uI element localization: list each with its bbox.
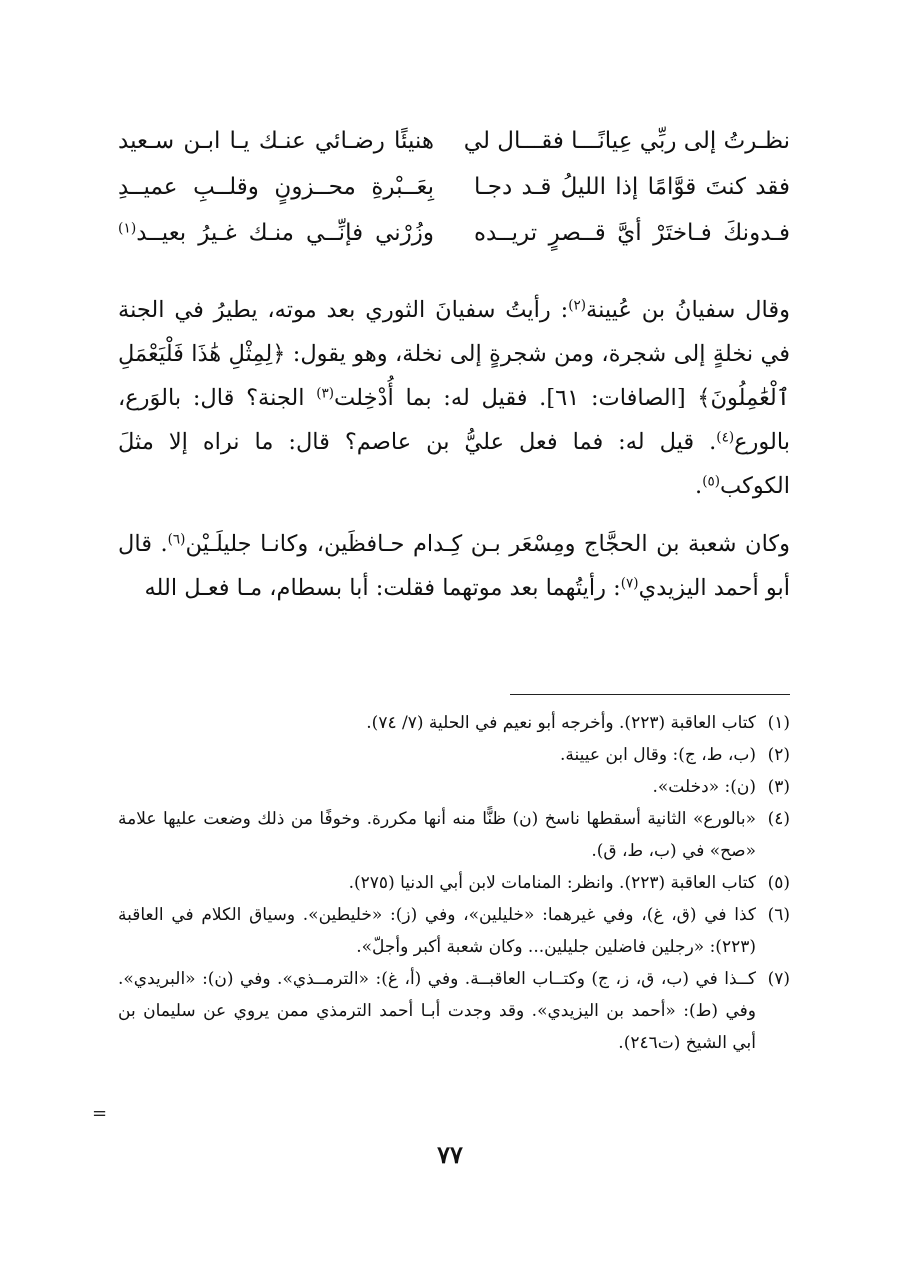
text-run: . قال أبو أحمد اليزيدي <box>118 531 790 601</box>
footnote-item <box>118 739 790 771</box>
footnote-item <box>118 803 790 867</box>
footnote-item <box>118 707 790 739</box>
poem-block <box>118 118 790 256</box>
text-run: . <box>695 473 703 499</box>
footnote-number: (٤) <box>767 809 790 829</box>
verse-second-hemistich: بِعَــبْرةِ محــزونٍ وقلــبِ عميــدِ <box>118 174 434 200</box>
footnote-ref: (٢) <box>568 297 587 314</box>
footnote-item <box>118 867 790 899</box>
footnote-item <box>118 771 790 803</box>
footnote-text: (ب، ط، ج): وقال ابن عيينة. <box>560 745 756 765</box>
text-run: الجنة؟ قال: بالوَرع، بالورع <box>118 385 790 455</box>
footnote-number: (١) <box>767 713 790 733</box>
text-run: وقال سفيانُ بن عُيينة <box>586 297 790 323</box>
footnote-text: كــذا في (ب، ق، ز، ج) وكتــاب العاقبــة. وفي (أ، غ): «الترمــذي». وفي (ن): «البريدي». وفي (ط): «أحمد بن اليزيدي». وقد وجدت أبـا أحمد الترمذي ممن يروي عن سليمان بن أبي الشيخ (ت٢٤٦). <box>118 969 756 1053</box>
footnote-number: (٢) <box>767 745 790 765</box>
verse-second-hemistich: هنيئًا رضـائي عنـك يـا ابـن سـعيد <box>118 128 434 154</box>
footnote-text: (ن): «دخلت». <box>652 777 756 797</box>
footnote-ref: (١) <box>118 220 137 237</box>
poem-verse <box>118 210 790 256</box>
text-run: . قيل له: فما فعل عليُّ بن عاصم؟ قال: ما نراه إلا مثلَ الكوكب <box>118 429 790 499</box>
poem-verse <box>118 118 790 164</box>
footnote-number: (٣) <box>767 777 790 797</box>
verse-first-hemistich: نظـرتُ إلى ربِّي عِيانًـــا فقـــال لي <box>463 128 790 154</box>
footnote-text: كتاب العاقبة (٢٢٣). وانظر: المنامات لابن أبي الدنيا (٢٧٥). <box>348 873 756 893</box>
footnote-item <box>118 963 790 1059</box>
footnote-ref: (٣) <box>316 385 335 402</box>
verse-first-hemistich: فقد كنتَ قوَّامًا إذا الليلُ قـد دجـا <box>474 174 790 200</box>
footnote-text: كتاب العاقبة (٢٢٣). وأخرجه أبو نعيم في الحلية (٧/ ٧٤). <box>366 713 756 733</box>
continuation-mark: = <box>92 1103 108 1124</box>
footnote-ref: (٤) <box>716 429 735 446</box>
footnote-ref: (٧) <box>620 575 639 592</box>
footnote-number: (٥) <box>767 873 790 893</box>
text-run: : رأيتُهما بعد موتهما فقلت: أبا بسطام، مـا فعـل الله <box>144 575 621 601</box>
paragraph-sufyan <box>118 288 790 508</box>
footnotes <box>118 707 790 1059</box>
footnote-text: كذا في (ق، غ)، وفي غيرهما: «خليلين»، وفي (ز): «خليطين». وسياق الكلام في العاقبة (٢٢٣): «رجلين فاضلين جليلين... وكان شعبة أكبر وأجلّ». <box>118 905 756 957</box>
paragraph-shuba <box>118 522 790 610</box>
footnote-number: (٦) <box>767 905 790 925</box>
verse-second-hemistich <box>118 210 434 256</box>
footnote-item <box>118 899 790 963</box>
footnote-text: «بالورع» الثانية أسقطها ناسخ (ن) ظنًّا منه أنها مكررة. وخوفًا من ذلك وضعت عليها علامة «صح» في (ب، ط، ق). <box>118 809 756 861</box>
text-run: وكان شعبة بن الحجَّاج ومِسْعَر بـن كِـدام حـافظَين، وكانـا جليلَـيْن <box>185 531 790 557</box>
footnote-ref: (٥) <box>702 473 721 490</box>
verse-text: وزُرْني فإنِّــي منـك غـيرُ بعيــد <box>136 220 434 246</box>
footnote-number: (٧) <box>767 969 790 989</box>
page-number: ٧٧ <box>437 1140 463 1169</box>
verse-first-hemistich: فـدونكَ فـاختَرْ أيَّ قــصرٍ تريــده <box>474 220 790 246</box>
footnote-ref: (٦) <box>167 531 186 548</box>
footnote-separator <box>510 694 790 695</box>
main-text <box>118 288 790 610</box>
poem-verse <box>118 164 790 210</box>
text-run: : رأيتُ سفيانَ الثوري بعد موته، يطيرُ في الجنة في نخلةٍ إلى شجرة، ومن شجرةٍ إلى نخلة، وهو يقول: ﴿لِمِثْلِ هَٰذَا فَلْيَعْمَلِ ٱلْعَٰمِلُونَ﴾ [الصافات: ٦١]. فقيل له: بما أُدْخِلت <box>118 297 790 411</box>
